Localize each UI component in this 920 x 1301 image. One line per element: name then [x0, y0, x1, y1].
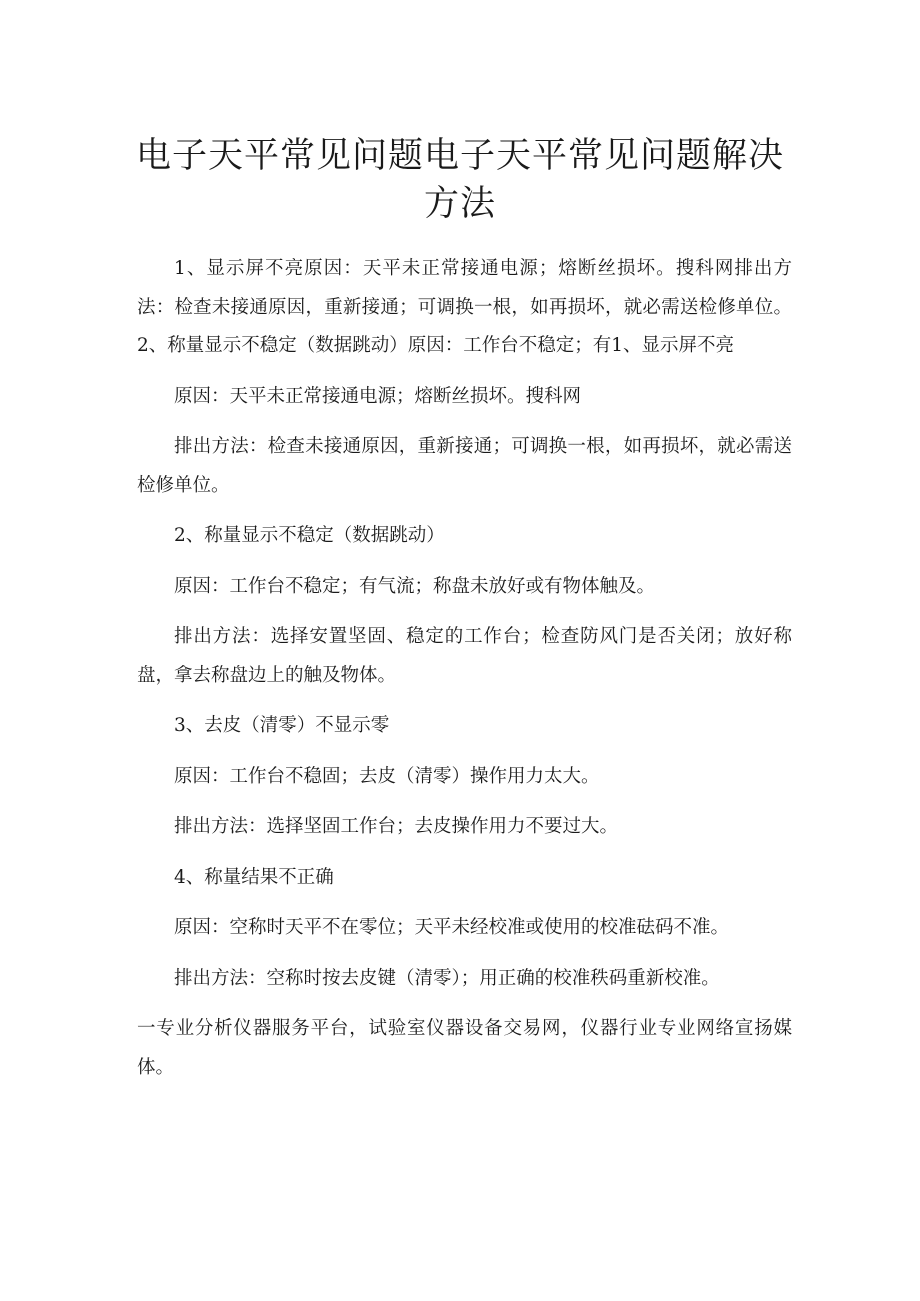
paragraph-solution-1: 排出方法：检查未接通原因，重新接通；可调换一根，如再损坏，就必需送检修单位。 [137, 436, 792, 496]
paragraph-intro: 1、显示屏不亮原因：天平未正常接通电源；熔断丝损坏。搜科网排出方法：检查未接通原因，重新接通；可调换一根，如再损坏，就必需送检修单位。2、称量显示不稳定（数据跳动）原因：工作台不稳定；有1、显示屏不亮 [137, 258, 792, 356]
paragraph-cause-3: 原因：工作台不稳固；去皮（清零）操作用力太大。 [174, 765, 600, 787]
paragraph-cause-1: 原因：天平未正常接通电源；熔断丝损坏。搜科网 [174, 385, 582, 407]
document-title: 电子天平常见问题电子天平常见问题解决方法 [135, 136, 784, 224]
paragraph-footer: 一专业分析仪器服务平台，试验室仪器设备交易网，仪器行业专业网络宣扬媒体。 [137, 1018, 792, 1078]
paragraph-solution-2: 排出方法：选择安置坚固、稳定的工作台；检查防风门是否关闭；放好称盘，拿去称盘边上的触及物体。 [137, 626, 792, 686]
section-heading-3: 3、去皮（清零）不显示零 [174, 715, 390, 736]
paragraph-cause-4: 原因：空称时天平不在零位；天平未经校准或使用的校准砝码不准。 [174, 917, 730, 938]
paragraph-solution-4: 排出方法：空称时按去皮键（清零）；用正确的校准秩码重新校准。 [174, 967, 720, 989]
document-body [137, 250, 792, 1087]
section-heading-2: 2、称量显示不稳定（数据跳动） [174, 525, 445, 546]
paragraph-cause-2: 原因：工作台不稳定；有气流；称盘未放好或有物体触及。 [174, 575, 656, 597]
section-heading-4: 4、称量结果不正确 [174, 866, 334, 888]
paragraph-solution-3: 排出方法：选择坚固工作台；去皮操作用力不要过大。 [174, 816, 619, 837]
